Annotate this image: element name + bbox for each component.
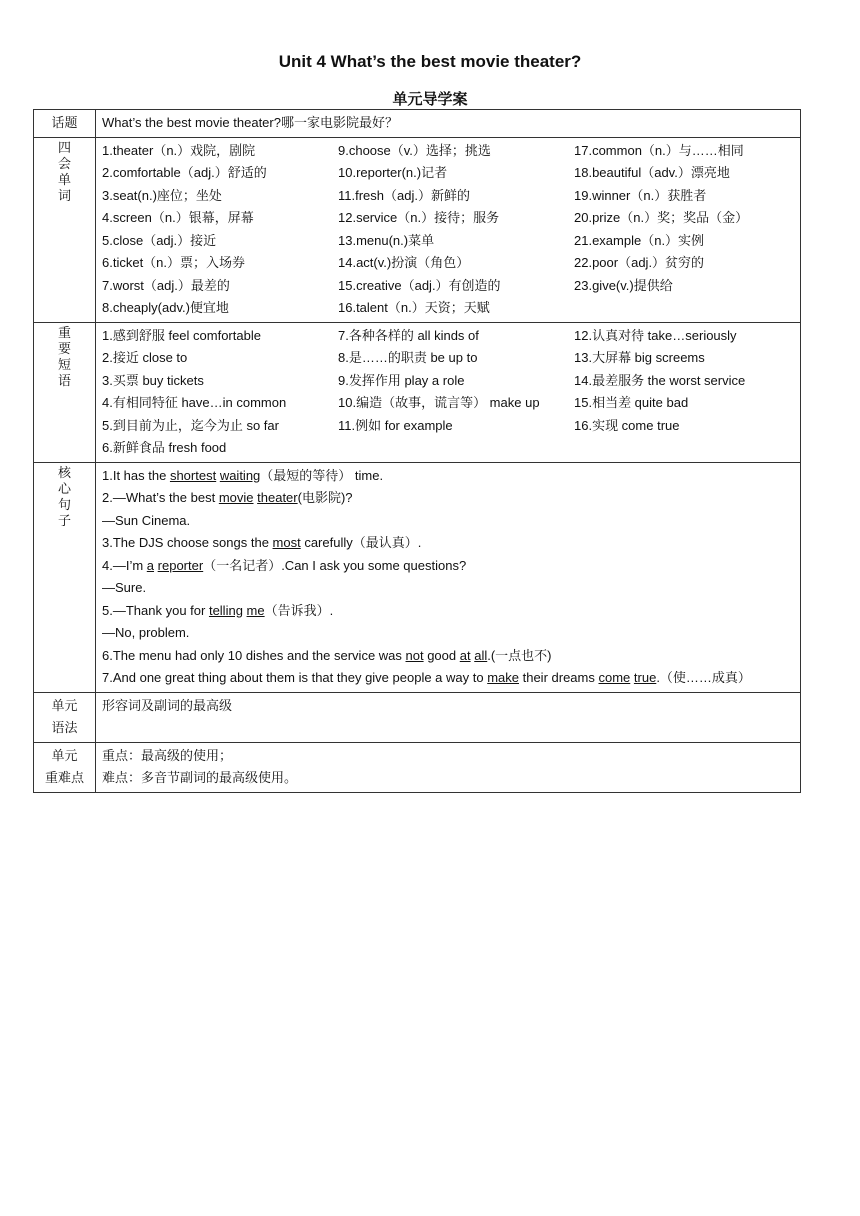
page-title: Unit 4 What’s the best movie theater? xyxy=(278,52,582,71)
vocab-label-cell xyxy=(34,137,96,322)
phrase-item: 1.感到舒服 feel comfortable xyxy=(102,327,261,343)
phrase-item: 16.实现 come true xyxy=(574,417,680,433)
sentence-7: 7.And one great thing about them is that they give people a way to make their dreams come true.（使……成真） xyxy=(102,670,751,685)
vocab-item: 21.example（n.）实例 xyxy=(574,232,705,248)
vocab-item: 15.creative（adj.）有创造的 xyxy=(338,277,501,293)
vocab-item: 13.menu(n.)菜单 xyxy=(338,232,435,248)
phrase-item: 7.各种各样的 all kinds of xyxy=(338,327,479,343)
vocab-item: 11.fresh（adj.）新鲜的 xyxy=(338,187,470,203)
sentences-row xyxy=(34,462,801,692)
vocab-item: 17.common（n.）与……相同 xyxy=(574,142,744,158)
vocab-item: 16.talent（n.）天资；天赋 xyxy=(338,300,490,315)
phrases-label-cell xyxy=(34,322,96,462)
phrase-item: 4.有相同特征 have…in common xyxy=(102,395,287,410)
vocab-item: 22.poor（adj.）贫穷的 xyxy=(574,255,705,270)
sentences-label-cell xyxy=(34,462,96,692)
phrase-item: 11.例如 for example xyxy=(338,417,453,433)
sentence-2-reply: —Sun Cinema. xyxy=(102,512,191,528)
vocab-item: 20.prize（n.）奖；奖品（金） xyxy=(574,210,749,225)
page-subtitle: 单元导学案 xyxy=(392,91,468,108)
vocab-item: 6.ticket（n.）票；入场券 xyxy=(102,255,246,270)
sentence-5-reply: —No, problem. xyxy=(102,625,190,640)
vocab-item: 4.screen（n.）银幕，屏幕 xyxy=(102,210,254,225)
phrase-item: 15.相当差 quite bad xyxy=(574,395,689,410)
vocab-cell xyxy=(96,137,801,322)
phrase-item: 6.新鲜食品 fresh food xyxy=(102,440,227,455)
phrases-grid xyxy=(102,325,794,460)
vocab-item: 9.choose（v.）选择；挑选 xyxy=(338,142,491,158)
phrase-item: 13.大屏幕 big screems xyxy=(574,350,705,365)
phrase-item xyxy=(338,437,574,460)
focus-cell xyxy=(96,742,801,792)
phrase-item: 12.认真对待 take…seriously xyxy=(574,327,737,343)
vocab-item: 10.reporter(n.)记者 xyxy=(338,165,448,180)
focus-row xyxy=(34,742,801,792)
grammar-row xyxy=(34,692,801,742)
focus-key: 重点：最高级的使用； xyxy=(102,747,233,763)
topic-label: 话题 xyxy=(34,110,96,138)
vocab-item: 12.service（n.）接待；服务 xyxy=(338,210,500,225)
vocab-item: 2.comfortable（adj.）舒适的 xyxy=(102,165,267,180)
phrase-item: 2.接近 close to xyxy=(102,350,188,365)
vocab-row xyxy=(34,137,801,322)
vocab-item: 5.close（adj.）接近 xyxy=(102,232,217,248)
sentence-5: 5.—Thank you for telling me（告诉我）. xyxy=(102,602,334,618)
sentence-4-reply: —Sure. xyxy=(102,580,147,595)
phrases-label: 重要短语 xyxy=(57,324,71,388)
vocab-label: 四会单词 xyxy=(57,139,71,203)
grammar-text: 形容词及副词的最高级 xyxy=(96,692,801,742)
guide-table xyxy=(33,109,801,793)
vocab-item: 18.beautiful（adv.）漂亮地 xyxy=(574,165,730,180)
sentences-label: 核心句子 xyxy=(57,464,71,528)
vocab-item: 14.act(v.)扮演（角色） xyxy=(338,255,470,270)
phrases-row xyxy=(34,322,801,462)
vocab-item: 23.give(v.)提供给 xyxy=(574,277,673,293)
grammar-label: 单元 语法 xyxy=(34,692,96,742)
topic-text: What’s the best movie theater?哪一家电影院最好？ xyxy=(96,110,801,138)
vocab-item: 7.worst（adj.）最差的 xyxy=(102,277,230,293)
phrase-item: 5.到目前为止，迄今为止 so far xyxy=(102,417,279,433)
phrase-item: 9.发挥作用 play a role xyxy=(338,372,465,388)
sentence-4: 4.—I’m a reporter（一名记者）.Can I ask you some questions? xyxy=(102,557,467,573)
phrase-item: 8.是……的职责 be up to xyxy=(338,350,478,365)
focus-label: 单元 重难点 xyxy=(34,742,96,792)
vocab-item xyxy=(574,297,794,320)
sentences-cell xyxy=(96,462,801,692)
sentence-6: 6.The menu had only 10 dishes and the service was not good at all.(一点也不) xyxy=(102,647,552,663)
topic-row xyxy=(34,110,801,138)
phrase-item: 3.买票 buy tickets xyxy=(102,372,204,388)
vocab-item: 8.cheaply(adv.)便宜地 xyxy=(102,300,229,315)
phrase-item: 10.编造（故事，谎言等） make up xyxy=(338,395,540,410)
vocab-item: 3.seat(n.)座位；坐处 xyxy=(102,187,222,203)
focus-difficulty: 难点：多音节副词的最高级使用。 xyxy=(102,770,298,785)
phrases-cell xyxy=(96,322,801,462)
phrase-item: 14.最差服务 the worst service xyxy=(574,372,746,388)
vocab-grid xyxy=(102,140,794,320)
vocab-item: 1.theater（n.）戏院，剧院 xyxy=(102,142,256,158)
phrase-item xyxy=(574,437,794,460)
vocab-item: 19.winner（n.）获胜者 xyxy=(574,187,707,203)
sentence-1: 1.It has the shortest waiting（最短的等待） time. xyxy=(102,467,384,483)
sentence-3: 3.The DJS choose songs the most carefully（最认真）. xyxy=(102,535,422,550)
sentence-2: 2.—What’s the best movie theater(电影院)? xyxy=(102,490,353,505)
